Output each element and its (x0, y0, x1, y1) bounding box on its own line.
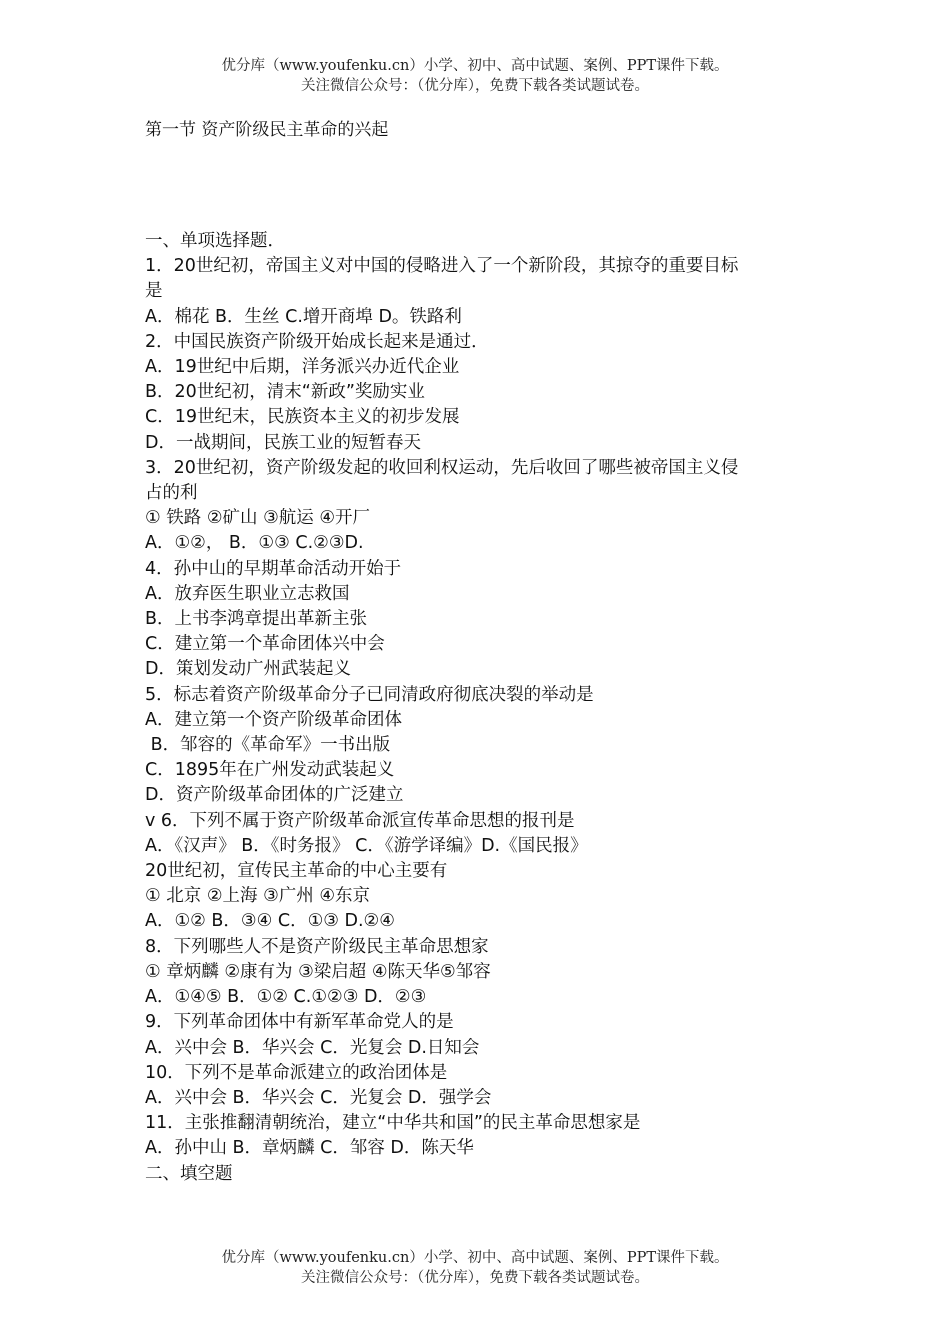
text-line: 2．中国民族资产阶级开始成长起来是通过． (145, 331, 489, 352)
text-line: 二、填空题 (145, 1163, 233, 1184)
section-title: 第一节 资产阶级民主革命的兴起 (145, 120, 389, 140)
text-line: D．资产阶级革命团体的广泛建立 (145, 785, 404, 806)
text-line: C．建立第一个革命团体兴中会 (145, 634, 385, 655)
text-line: A．①②， B．①③ C.②③D. (145, 533, 364, 554)
text-line: 20世纪初，宣传民主革命的中心主要有 (145, 861, 448, 882)
footer-line-1: 优分库（www.youfenku.cn）小学、初中、高中试题、案例、PPT课件下载。 (221, 1250, 729, 1266)
text-line: 9．下列革命团体中有新军革命党人的是 (145, 1012, 454, 1033)
text-line: 占的利 (145, 483, 198, 504)
text-line: A．棉花 B．生丝 C.增开商埠 D。铁路利 (145, 306, 462, 327)
text-line: 4．孙中山的早期革命活动开始于 (145, 558, 402, 579)
text-line: 是 (145, 281, 163, 302)
text-line: v 6．下列不属于资产阶级革命派宣传革命思想的报刊是 (145, 810, 575, 831)
text-line: A．建立第一个资产阶级革命团体 (145, 709, 402, 730)
text-line: A．兴中会 B．华兴会 C．光复会 D.日知会 (145, 1037, 480, 1058)
text-line: B．上书李鸿章提出革新主张 (145, 609, 368, 630)
text-line: A．19世纪中后期，洋务派兴办近代企业 (145, 357, 460, 378)
text-line: C．1895年在广州发动武装起义 (145, 760, 395, 781)
text-line: 5．标志着资产阶级革命分子已同清政府彻底决裂的举动是 (145, 684, 594, 705)
text-line: 3．20世纪初，资产阶级发起的收回利权运动，先后收回了哪些被帝国主义侵 (145, 457, 739, 478)
text-line: A．①④⑤ B．①② C.①②③ D．②③ (145, 987, 427, 1008)
text-line: 8．下列哪些人不是资产阶级民主革命思想家 (145, 936, 489, 957)
text-line: A．《汉声》 B．《时务报》 C．《游学译编》D.《国民报》 (145, 835, 588, 856)
footer-line-2: 关注微信公众号：（优分库），免费下载各类试题试卷。 (301, 1270, 649, 1286)
text-line: A．孙中山 B．章炳麟 C．邹容 D．陈天华 (145, 1138, 474, 1159)
page-header (0, 56, 950, 96)
text-line: B．20世纪初，清末“新政”奖励实业 (145, 382, 425, 403)
text-line: B．邹容的《革命军》一书出版 (145, 735, 391, 756)
text-line: A．①② B．③④ C．①③ D.②④ (145, 911, 395, 932)
text-line: D．一战期间，民族工业的短暂春天 (145, 432, 421, 453)
text-line: A．兴中会 B．华兴会 C．光复会 D．强学会 (145, 1087, 492, 1108)
header-line-1: 优分库（www.youfenku.cn）小学、初中、高中试题、案例、PPT课件下载。 (221, 58, 729, 74)
text-line: ① 章炳麟 ②康有为 ③梁启超 ④陈天华⑤邹容 (145, 961, 491, 982)
text-line: 10．下列不是革命派建立的政治团体是 (145, 1062, 448, 1083)
question-content (145, 229, 805, 1187)
text-line: C．19世纪末，民族资本主义的初步发展 (145, 407, 460, 428)
text-line: A．放弃医生职业立志救国 (145, 583, 350, 604)
text-line: D．策划发动广州武装起义 (145, 659, 351, 680)
text-line: ① 铁路 ②矿山 ③航运 ④开厂 (145, 508, 371, 529)
text-line: 1．20世纪初，帝国主义对中国的侵略进入了一个新阶段，其掠夺的重要目标 (145, 256, 739, 277)
text-line: 11．主张推翻清朝统治，建立“中华共和国”的民主革命思想家是 (145, 1113, 641, 1134)
page-footer (0, 1248, 950, 1288)
header-line-2: 关注微信公众号：（优分库），免费下载各类试题试卷。 (301, 78, 649, 94)
text-line: ① 北京 ②上海 ③广州 ④东京 (145, 886, 371, 907)
text-line: 一、单项选择题． (145, 231, 285, 251)
